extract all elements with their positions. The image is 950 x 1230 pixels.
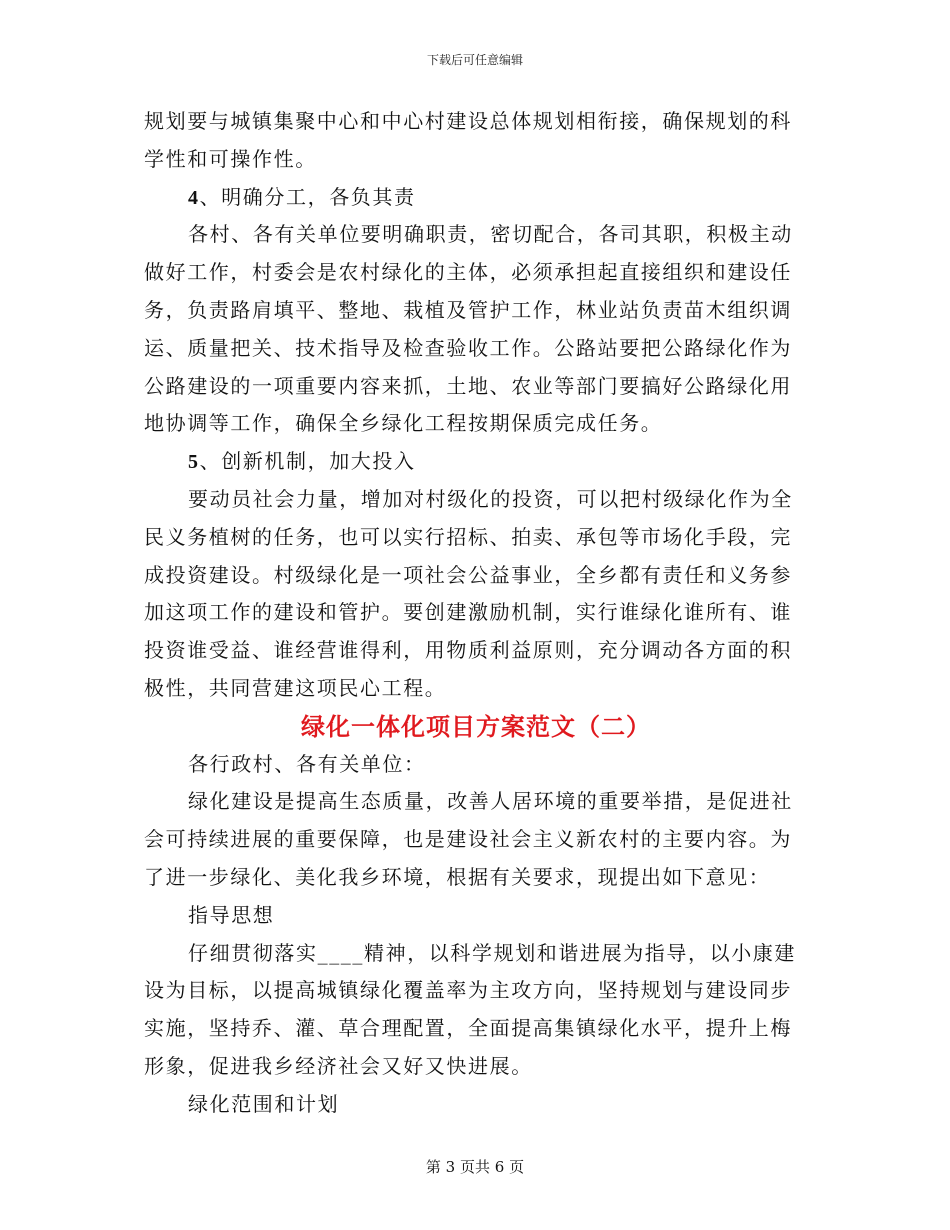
subheading-guiding-ideology: 指导思想 <box>188 902 275 927</box>
page-header: 下载后可任意编辑 <box>426 53 523 67</box>
paragraph-line: 运、质量把关、技术指导及检查验收工作。公路站要把公路绿化作为 <box>144 335 792 360</box>
paragraph-line: 设为目标，以提高城镇绿化覆盖率为主攻方向，坚持规划与建设同步 <box>144 978 792 1003</box>
paragraph-line: 极性，共同营建这项民心工程。 <box>144 675 447 700</box>
paragraph-line: 了进一步绿化、美化我乡环境，根据有关要求，现提出如下意见： <box>144 864 771 889</box>
paragraph-line: 会可持续进展的重要保障，也是建设社会主义新农村的主要内容。为 <box>144 827 792 852</box>
document-body <box>144 103 808 1124</box>
paragraph-line: 学性和可操作性。 <box>144 146 317 171</box>
section-part-1 <box>144 103 808 708</box>
document-title: 绿化一体化项目方案范文（二） <box>301 711 651 741</box>
page-number: 第 3 页共 6 页 <box>425 1158 525 1176</box>
paragraph-line: 实施，坚持乔、灌、草合理配置，全面提高集镇绿化水平，提升上梅 <box>144 1016 792 1041</box>
paragraph-line: 投资谁受益、谁经营谁得利，用物质利益原则，充分调动各方面的积 <box>144 638 792 663</box>
paragraph-line: 公路建设的一项重要内容来抓，土地、农业等部门要搞好公路绿化用 <box>144 373 792 398</box>
paragraph-line: 加这项工作的建设和管护。要创建激励机制，实行谁绿化谁所有、谁 <box>144 600 792 625</box>
salutation: 各行政村、各有关单位： <box>188 751 426 776</box>
paragraph-line: 做好工作，村委会是农村绿化的主体，必须承担起直接组织和建设任 <box>144 260 792 285</box>
paragraph-line: 仔细贯彻落实____精神，以科学规划和谐进展为指导，以小康建 <box>188 940 796 965</box>
paragraph-line: 规划要与城镇集聚中心和中心村建设总体规划相衔接，确保规划的科 <box>144 109 792 133</box>
paragraph-line: 绿化建设是提高生态质量，改善人居环境的重要举措，是促进社 <box>188 789 793 814</box>
subheading-scope-and-plan: 绿化范围和计划 <box>188 1091 340 1116</box>
section-heading-5: 5、创新机制，加大投入 <box>188 449 416 474</box>
section-part-2 <box>144 746 808 1124</box>
section-heading-4: 4、明确分工，各负其责 <box>188 184 416 209</box>
paragraph-line: 地协调等工作，确保全乡绿化工程按期保质完成任务。 <box>144 411 663 436</box>
paragraph-line: 形象，促进我乡经济社会又好又快进展。 <box>144 1053 533 1078</box>
paragraph-line: 各村、各有关单位要明确职责，密切配合，各司其职，积极主动 <box>188 222 793 247</box>
paragraph-line: 要动员社会力量，增加对村级化的投资，可以把村级绿化作为全 <box>188 486 793 511</box>
paragraph-line: 民义务植树的任务，也可以实行招标、拍卖、承包等市场化手段，完 <box>144 524 792 549</box>
paragraph-line: 务，负责路肩填平、整地、栽植及管护工作，林业站负责苗木组织调 <box>144 297 792 322</box>
paragraph-line: 成投资建设。村级绿化是一项社会公益事业，全乡都有责任和义务参 <box>144 562 792 587</box>
